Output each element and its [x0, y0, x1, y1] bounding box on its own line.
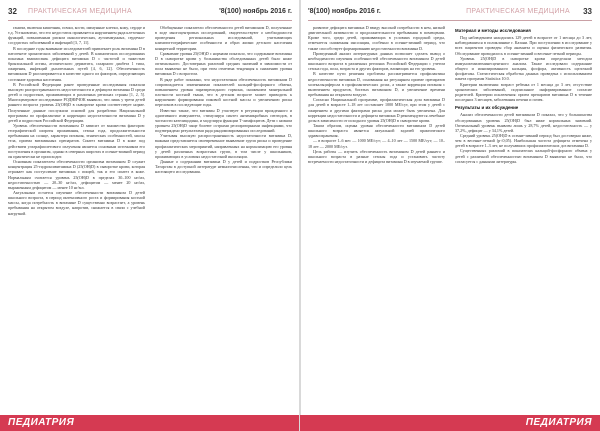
- section-heading: Материал и методы исследования: [455, 28, 531, 33]
- right-page-number: 33: [583, 7, 592, 16]
- paragraph: Основным показателем обеспеченности организма витамином D служит концентрация 25-гидроксивитамина D (25(ОН)D) в сыворотке крови, которая отражает как поступление витамина с пищей, так и его синтез в коже. Нормальным считается уровень 25(ОН)D в пределах 30–100 нг/мл, недостаточностью — 20–30 нг/мл, дефицитом — менее 20 нг/мл, выраженным дефицитом — менее 10 нг/мл.: [8, 159, 145, 190]
- paragraph: Уровень обеспеченности витамином D зависит от множества факторов: географической широты проживания, сезона года, продолжительности пребывания на солнце, характера питания, этнических особенностей, массы тела, приема витаминных препаратов. Синтез витамина D в коже под действием ультрафиолетового излучения является основным источником его поступления в организм, однако в северных широтах в осенне-зимний период он практически не происходит.: [8, 122, 145, 159]
- right-section-title: ПРАКТИЧЕСКАЯ МЕДИЦИНА: [466, 8, 570, 15]
- paragraph: Актуальным остается изучение обеспеченности витамином D детей школьного возраста, в период интенсивного роста и формирования костной массы, когда потребность в витамине D существенно возрастает, а уровень пребывания на открытом воздухе, напротив, снижается в связи с учебной нагрузкой.: [8, 190, 145, 216]
- paragraph: Критерии включения: возраст ребенка от 1 месяца до 3 лет, отсутствие хронических заболеваний, подписанное информированное согласие родителей. Критерии исключения: прием препаратов витамина D в течение последних 3 месяцев, заболевания печени и почек.: [455, 81, 592, 103]
- paragraph: В качестве пути решения проблемы рассматривается профилактика недостаточности витамина D, основанная на регулярном приеме препаратов холекальциферола в профилактических дозах, а также коррекция питания с включением продуктов, богатых витамином D, и увеличение времени пребывания на открытом воздухе.: [308, 71, 445, 98]
- left-header-rule: [8, 20, 292, 21]
- paragraph: Сравнение уровня 25(ОН)D с нормами показало, что содержание витамина D в сыворотке крови у большинства обследованных детей было ниже оптимального. Достоверных различий средних значений в зависимости от пола выявлено не было, при этом отмечена тенденция к снижению уровня витамина D с возрастом.: [155, 50, 292, 77]
- paragraph: Существенных различий в показателях кальций-фосфорного обмена у детей с различной обеспеченностью витамином D выявлено не было, что согласуется с данными литературы.: [455, 148, 592, 164]
- paragraph: Согласно Национальной программе, профилактическая доза витамина D для детей в возрасте 1–18 лет составляет 1000 МЕ/сут, при этом у детей с ожирением и другими факторами риска доза может быть увеличена. Для коррекции недостаточности и дефицита витамина D рекомендуются лечебные дозы в зависимости от исходного уровня 25(ОН)D в сыворотке крови.: [308, 97, 445, 123]
- left-column-1: [8, 25, 145, 405]
- left-issue-info: '8(100) ноябрь 2016 г.: [219, 8, 292, 15]
- paragraph: ганизм, включая кишечник, почки, кости, иммунные клетки, кожу, сердце и т.д. Установлено, что его недостаток проявляется нарушением ряда клеточных функций, повышенным риском онкологических, аутоиммунных, сердечно-сосудистых заболеваний и инфекций [3, 7, 11].: [8, 25, 145, 46]
- paragraph: В Российской Федерации ранее проведенные исследования показали высокую распространенность недостаточности и дефицита витамина D среди детей и подростков, проживающих в различных регионах страны [1, 2, 5]. Многоцентровое исследование РОДНИЧОК выявило, что лишь у трети детей раннего возраста уровень 25(ОН)D в сыворотке крови соответствует норме. Полученные данные послужили основой для разработки Национальной программы по профилактике и коррекции недостаточности витамина D у детей и подростков Российской Федерации.: [8, 81, 145, 123]
- paragraph: — в возрасте 1–6 мес — 1000 МЕ/сут; — 4–10 лет — 1500 МЕ/сут; — 10–18 лет — 2000 МЕ/сут.: [308, 138, 445, 149]
- right-footer-brand: ПЕДИАТРИЯ: [525, 417, 592, 428]
- section-heading: Результаты и их обсуждение: [455, 105, 519, 111]
- paragraph: Средний уровень 25(ОН)D в осенне-зимний период был достоверно ниже, чем в весенне-летний (р<0,05). Наибольшая частота дефицита отмечена у детей в возрасте 1–3 лет, не получавших профилактических доз витамина D.: [455, 132, 592, 149]
- left-section-title: ПРАКТИЧЕСКАЯ МЕДИЦИНА: [28, 8, 132, 15]
- paragraph: Уровень 25(ОН)D в сыворотке крови определяли методом иммунохемилюминесцентного анализа. Также исследовали содержание общего и ионизированного кальция, фосфора, активность щелочной фосфатазы. Статистическая обработка данных проведена с использованием пакета программ Statistica 10.0.: [455, 55, 592, 82]
- paragraph: Обобщенные показатели обеспеченности детей витамином D, полученные в ходе многоцентровых исследований, свидетельствуют о необходимости проведения региональных исследований, учитывающих климатогеографические особенности и образ жизни детского населения конкретной территории.: [155, 25, 292, 51]
- right-header-rule: [308, 20, 592, 21]
- left-page-number: 32: [8, 7, 17, 16]
- right-column-1: [308, 25, 445, 405]
- right-footer-bar: [300, 415, 600, 431]
- paragraph: Цель работы — изучить обеспеченность витамином D детей раннего и школьного возраста в разные сезоны года и установить частоту встречаемости недостаточности и дефицита витамина D в изучаемой группе.: [308, 148, 445, 165]
- paragraph: Таким образом, оценка уровня обеспеченности витамином D детей школьного возраста является актуальной задачей практического здравоохранения.: [308, 122, 445, 139]
- right-page: [300, 0, 600, 431]
- right-issue-info: '8(100) ноябрь 2016 г.: [308, 8, 381, 15]
- paragraph: Под наблюдением находились 129 детей в возрасте от 1 месяца до 3 лет, наблюдавшихся в поликлинике г. Казани. При поступлении в исследование у всех пациентов проведен сбор анамнеза и оценка физического развития. Обследование проводилось в осенне-зимний и весенне-летний периоды.: [455, 35, 592, 56]
- left-footer-brand: ПЕДИАТРИЯ: [8, 417, 75, 428]
- paragraph: Проведенный анализ литературных данных позволяет сделать вывод о необходимости изучения особенностей обеспеченности витамином D детей школьного возраста в различных регионах Российской Федерации с учетом сезона года, пола, возраста и других факторов, влияющих на его уровень.: [308, 50, 445, 72]
- paragraph: Данные о содержании витамина D у детей и подростков Республики Татарстан в доступной литературе немногочисленны, что и определило цель настоящего исследования.: [155, 159, 292, 175]
- right-column-2: [455, 25, 592, 405]
- paragraph: В последние годы внимание исследователей привлекает роль витамина D в патогенезе хронических заболеваний у детей. В клинических исследованиях показана взаимосвязь дефицита витамина D с частотой и тяжестью бронхиальной астмы, атопического дерматита, сахарного диабета 1 типа, ожирения, инфекций дыхательных путей [4, 6, 12]. Обеспеченность витамином D рассматривается в качестве одного из факторов, определяющих состояние здоровья населения.: [8, 45, 145, 82]
- left-column-2: [155, 25, 292, 405]
- left-footer-bar: [0, 415, 300, 431]
- paragraph: Учитывая высокую распространенность недостаточности витамина D, важным представляется своевременное выявление групп риска и проведение профилактических мероприятий, направленных на нормализацию его уровня у детей различных возрастных групп, в том числе у школьников, проживающих в условиях недостаточной инсоляции.: [155, 133, 292, 159]
- paragraph: В ряде работ показано, что недостаточная обеспеченность витамином D сопровождается изменениями показателей кальций-фосфорного обмена, повышением уровня паратиреоидного гормона, снижением минеральной плотности костной ткани, что в детском возрасте может приводить к нарушению формирования пиковой костной массы и увеличению риска переломов в последующие годы.: [155, 76, 292, 108]
- paragraph: Анализ обеспеченности детей витамином D показал, что у большинства обследованных уровень 25(ОН)D был ниже нормальных значений. Оптимальный уровень выявлен лишь у 28,7% детей, недостаточность — у 37,2%, дефицит — у 34,1% детей.: [455, 112, 592, 133]
- paragraph: развитие дефицита витамина D ввиду высокой потребности в нем, низкой двигательной активности и продолжительности пребывания в помещении. Кроме того, среди детей, проживающих в условиях городской среды, отмечается сниженная инсоляция, особенно в осенне-зимний период, что также способствует формированию недостаточности витамина D.: [308, 25, 445, 51]
- paragraph: Известно также, что витамин D участвует в регуляции врожденного и адаптивного иммунитета, стимулируя синтез антимикробных пептидов, в частности кателицидина, и модулируя функции Т-лимфоцитов. Дети с низким уровнем 25(ОН)D чаще болеют острыми респираторными инфекциями, что подтверждено результатами ряда рандомизированных исследований.: [155, 107, 292, 134]
